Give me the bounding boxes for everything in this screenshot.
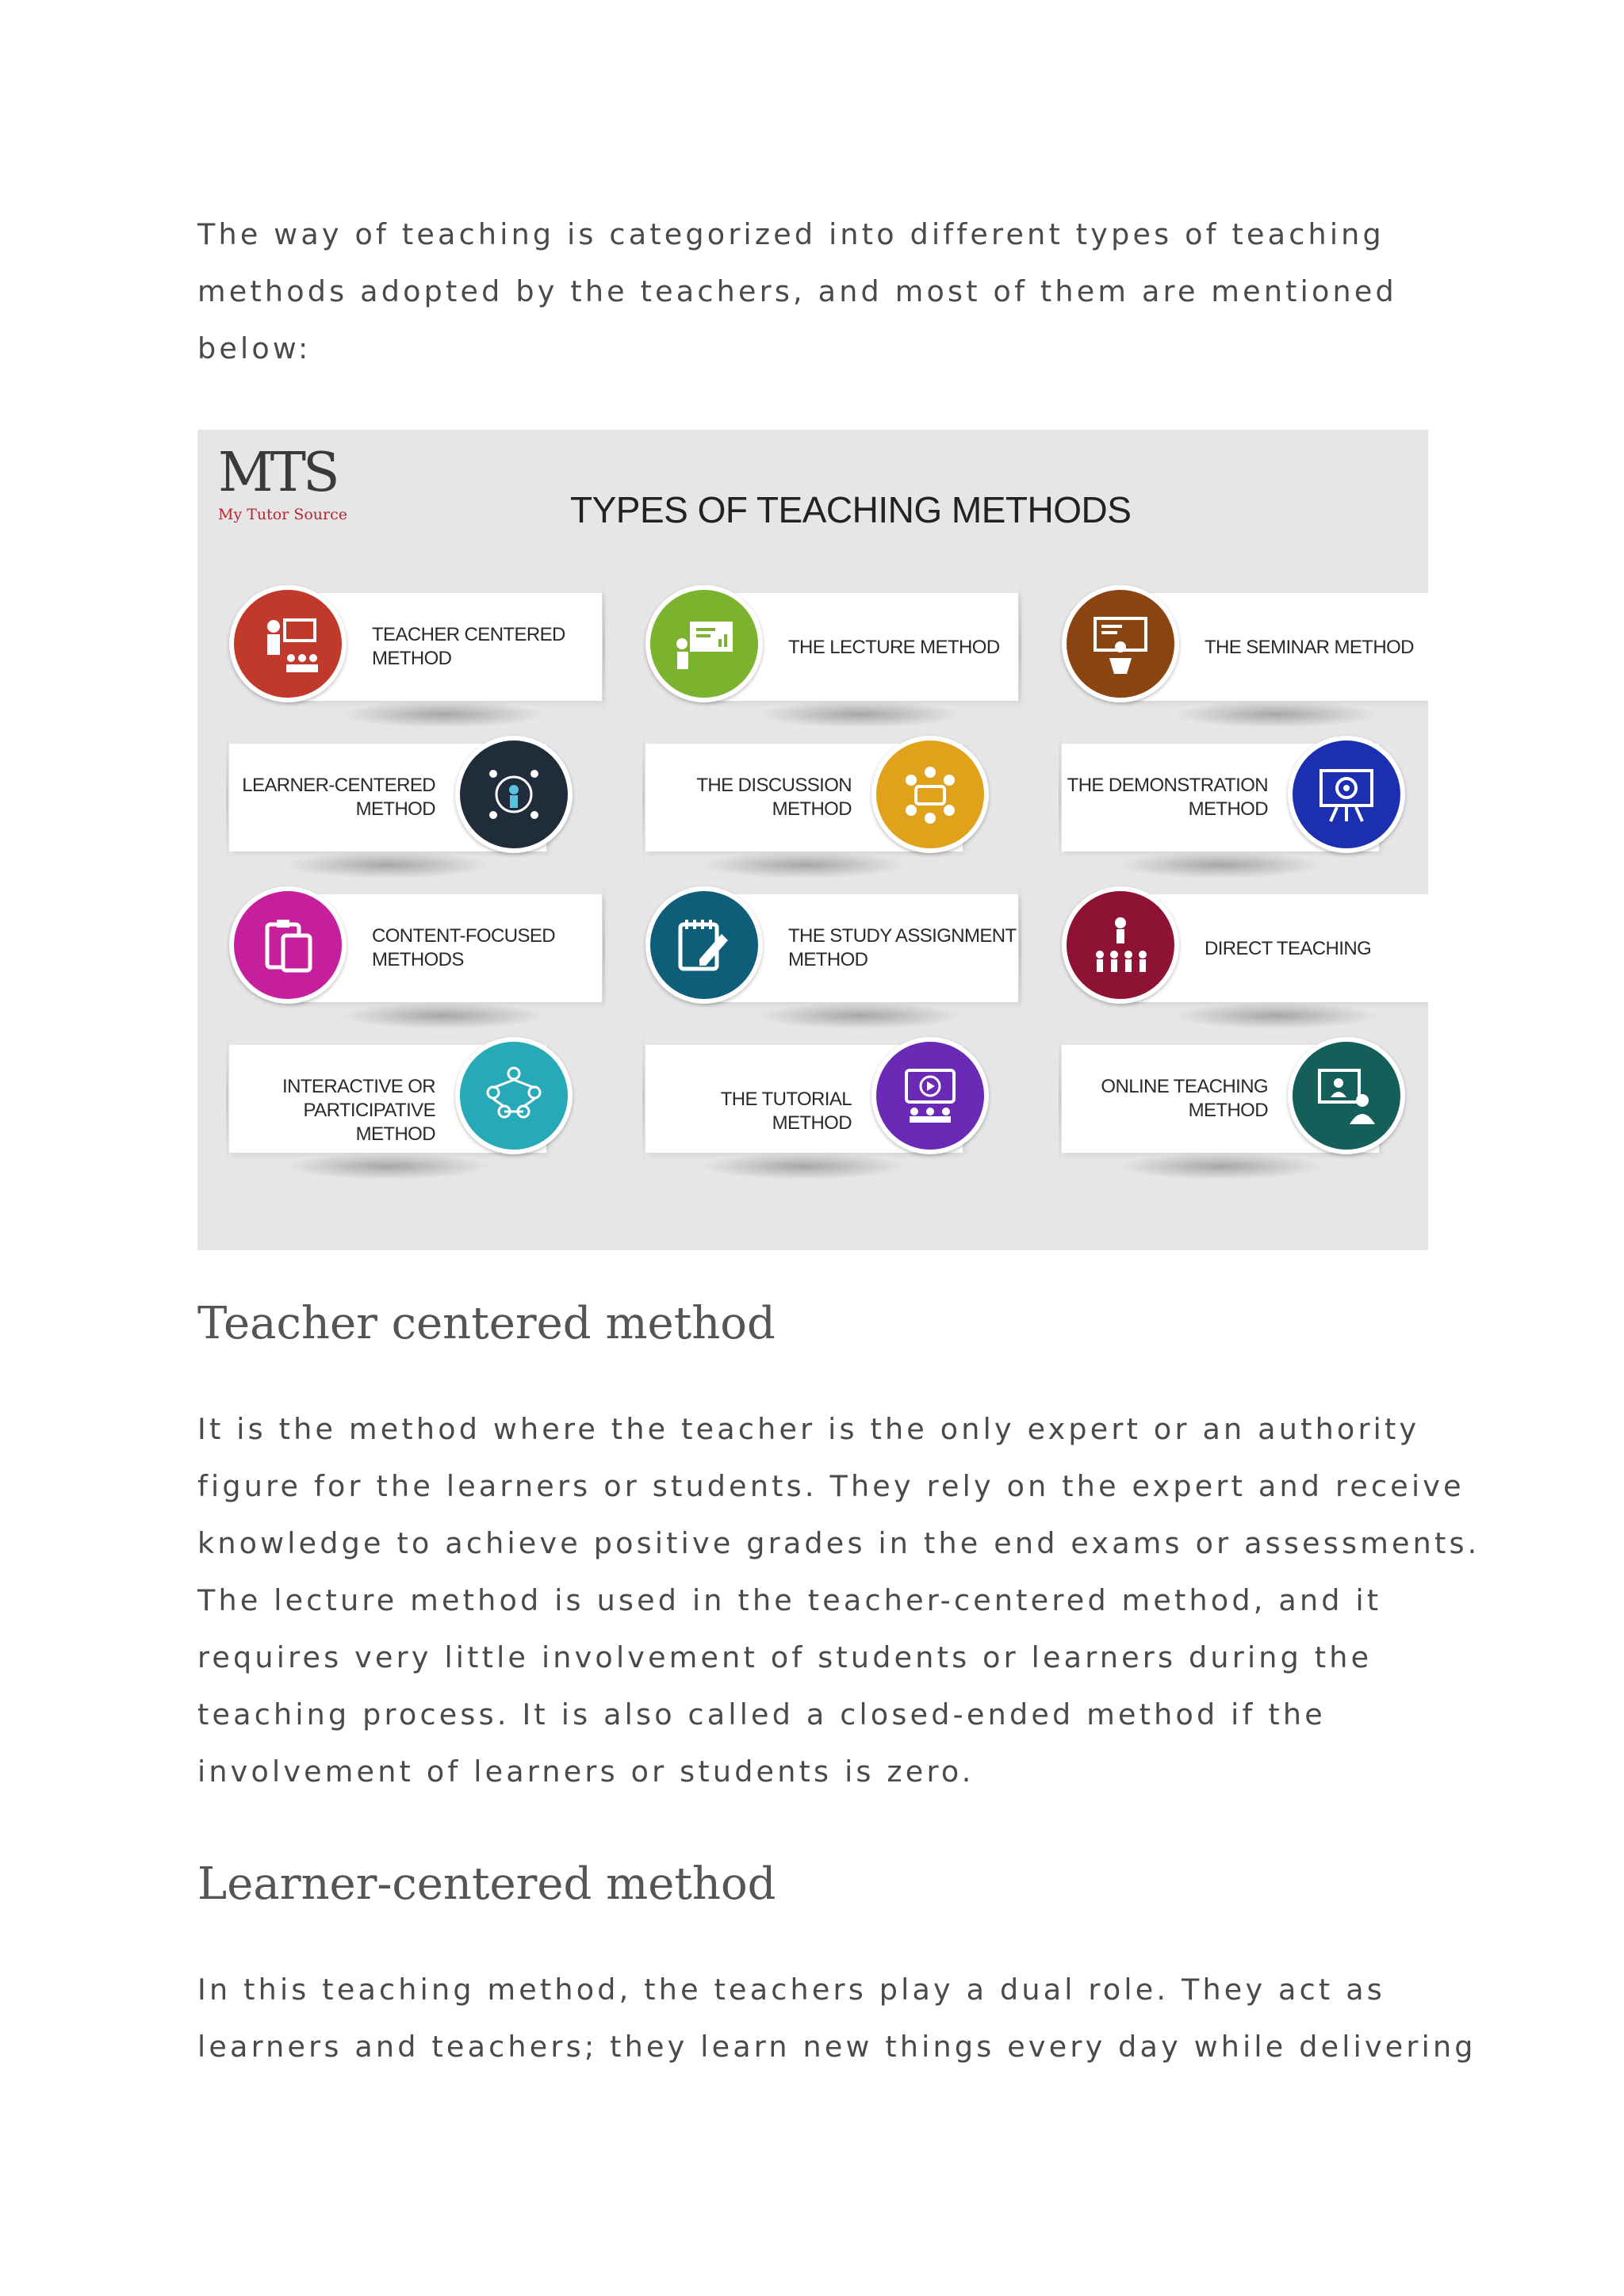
demonstration-screen-icon bbox=[1288, 736, 1405, 853]
method-label: THE LECTURE METHOD bbox=[788, 637, 1000, 658]
card-shadow bbox=[285, 851, 491, 878]
paragraph-line: figure for the learners or students. They rely on the expert and receive bbox=[197, 1469, 1465, 1503]
online-teaching-icon bbox=[1288, 1037, 1405, 1154]
method-label: DIRECT TEACHING bbox=[1205, 938, 1372, 959]
discussion-table-icon bbox=[871, 736, 989, 853]
seminar-podium-icon bbox=[1062, 585, 1179, 702]
presentation-board-icon bbox=[645, 585, 763, 702]
method-label: LEARNER-CENTERED METHOD bbox=[242, 775, 435, 820]
card-shadow bbox=[340, 701, 546, 728]
card-divider bbox=[226, 1032, 228, 1165]
teaching-methods-infographic bbox=[197, 430, 1428, 1250]
card-divider bbox=[1059, 1032, 1061, 1165]
section-heading: Teacher centered method bbox=[197, 1298, 776, 1349]
paragraph-line: learners and teachers; they learn new things every day while delivering bbox=[197, 2030, 1477, 2064]
paragraph-line: teaching process. It is also called a closed-ended method if the bbox=[197, 1697, 1326, 1732]
learners-network-icon bbox=[455, 736, 573, 853]
method-label: THE DEMONSTRATION METHOD bbox=[1067, 775, 1268, 820]
logo-subtitle: My Tutor Source bbox=[218, 506, 347, 523]
card-divider bbox=[642, 731, 645, 864]
intro-line: below: bbox=[197, 331, 312, 365]
paragraph-line: requires very little involvement of students or learners during the bbox=[197, 1640, 1373, 1674]
logo-mark: MTS bbox=[218, 442, 337, 504]
paragraph-line: It is the method where the teacher is the only expert or an authority bbox=[197, 1412, 1420, 1446]
card-shadow bbox=[1173, 701, 1379, 728]
video-tutorial-icon bbox=[871, 1037, 989, 1154]
card-divider bbox=[603, 580, 605, 714]
paragraph-line: In this teaching method, the teachers play a dual role. They act as bbox=[197, 1973, 1385, 2007]
card-divider bbox=[642, 1032, 645, 1165]
infographic-title: TYPES OF TEACHING METHODS bbox=[570, 489, 1132, 530]
card-divider bbox=[1059, 731, 1061, 864]
method-label: THE STUDY ASSIGNMENT METHOD bbox=[788, 925, 1017, 970]
section-paragraph bbox=[197, 1401, 1480, 1800]
card-shadow bbox=[756, 701, 963, 728]
paragraph-line: The lecture method is used in the teacher-centered method, and it bbox=[197, 1583, 1382, 1617]
intro-line: methods adopted by the teachers, and most of them are mentioned bbox=[197, 274, 1397, 308]
method-label: THE DISCUSSION METHOD bbox=[696, 775, 852, 820]
method-label: THE TUTORIAL METHOD bbox=[720, 1089, 852, 1134]
intro-line: The way of teaching is categorized into different types of teaching bbox=[197, 217, 1385, 251]
card-divider bbox=[226, 731, 228, 864]
card-shadow bbox=[1117, 851, 1323, 878]
card-divider bbox=[603, 882, 605, 1015]
card-divider bbox=[1019, 580, 1021, 714]
method-label: TEACHER CENTERED METHOD bbox=[372, 624, 565, 669]
clipboard-icon bbox=[229, 886, 347, 1004]
card-shadow bbox=[756, 1002, 963, 1029]
teacher-icon bbox=[229, 585, 347, 702]
card-shadow bbox=[701, 1153, 907, 1180]
card-shadow bbox=[340, 1002, 546, 1029]
paragraph-line: involvement of learners or students is zero. bbox=[197, 1755, 975, 1789]
mts-logo bbox=[218, 442, 347, 523]
direct-teaching-icon bbox=[1062, 886, 1179, 1004]
card-shadow bbox=[285, 1153, 491, 1180]
method-label: INTERACTIVE OR PARTICIPATIVE METHOD bbox=[282, 1076, 435, 1145]
paragraph-line: knowledge to achieve positive grades in the end exams or assessments. bbox=[197, 1526, 1480, 1560]
group-interaction-icon bbox=[455, 1037, 573, 1154]
section-heading: Learner-centered method bbox=[197, 1858, 776, 1910]
card-divider bbox=[1019, 882, 1021, 1015]
section-paragraph bbox=[197, 1961, 1477, 2076]
card-shadow bbox=[1117, 1153, 1323, 1180]
card-shadow bbox=[1173, 1002, 1379, 1029]
intro-paragraph bbox=[197, 206, 1434, 377]
method-label: THE SEMINAR METHOD bbox=[1205, 637, 1414, 658]
notepad-pen-icon bbox=[645, 886, 763, 1004]
method-label: ONLINE TEACHING METHOD bbox=[1101, 1076, 1268, 1121]
method-label: CONTENT-FOCUSED METHODS bbox=[372, 925, 556, 970]
card-shadow bbox=[701, 851, 907, 878]
